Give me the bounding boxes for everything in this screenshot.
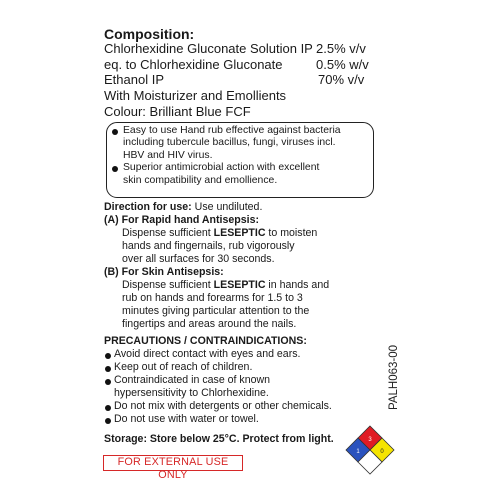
bullet-icon xyxy=(105,405,111,411)
directions-text: Use undiluted. xyxy=(191,201,263,213)
reactivity-rating: 0 xyxy=(380,449,384,455)
ingredient-value: 70% v/v xyxy=(318,72,365,87)
instruction-text: Dispense sufficient xyxy=(122,227,214,239)
brand-name: LESEPTIC xyxy=(213,279,266,291)
health-rating: 1 xyxy=(356,449,360,455)
bullet-icon xyxy=(112,166,118,172)
bullet-icon xyxy=(105,379,111,385)
hazard-diamond-icon xyxy=(344,424,396,476)
skin-instruction-line: fingertips and areas around the nails. xyxy=(122,318,297,330)
bullet-icon xyxy=(105,353,111,359)
rapid-instruction-line: over all surfaces for 30 seconds. xyxy=(122,253,275,265)
ingredient-value: 0.5% w/v xyxy=(316,56,369,72)
instruction-text: in hands and xyxy=(265,279,330,291)
directions-label: Direction for use: xyxy=(104,201,192,213)
precautions-heading: PRECAUTIONS / CONTRAINDICATIONS: xyxy=(104,335,307,347)
instruction-text: to moisten xyxy=(265,227,318,239)
benefit-line: Superior antimicrobial action with excellent xyxy=(123,162,320,174)
skin-antisepsis-heading: (B) For Skin Antisepsis: xyxy=(104,266,224,278)
external-use-label: FOR EXTERNAL USE ONLY xyxy=(103,455,243,471)
directions-line xyxy=(104,201,262,214)
rapid-instruction-line xyxy=(122,227,317,240)
precaution-item: Contraindicated in case of known xyxy=(114,374,271,386)
rapid-antisepsis-heading: (A) For Rapid hand Antisepsis: xyxy=(104,214,259,226)
brand-name: LESEPTIC xyxy=(213,227,266,239)
ingredient-label: Ethanol IP xyxy=(104,72,164,87)
ingredient-label: eq. to Chlorhexidine Gluconate xyxy=(104,56,283,72)
precaution-item-continued: hypersensitivity to Chlorhexidine. xyxy=(114,387,269,399)
ingredient-label: Chlorhexidine Gluconate Solution IP xyxy=(104,41,313,56)
composition-row xyxy=(104,72,164,88)
composition-heading: Composition: xyxy=(104,26,195,42)
bullet-icon xyxy=(105,366,111,372)
benefit-line: including tubercule bacillus, fungi, viruses incl. xyxy=(123,137,336,149)
composition-row xyxy=(104,41,313,57)
precaution-item: Do not mix with detergents or other chemicals. xyxy=(114,400,332,412)
precaution-item: Avoid direct contact with eyes and ears. xyxy=(114,348,301,360)
skin-instruction-line xyxy=(122,279,329,292)
skin-instruction-line: rub on hands and forearms for 1.5 to 3 xyxy=(122,292,303,304)
precaution-item: Keep out of reach of children. xyxy=(114,361,253,373)
instruction-text: Dispense sufficient xyxy=(122,279,214,291)
benefit-line: HBV and HIV virus. xyxy=(123,149,213,161)
benefit-line: Easy to use Hand rub effective against bacteria xyxy=(123,125,341,136)
composition-note: With Moisturizer and Emollients xyxy=(104,88,287,103)
bullet-icon xyxy=(105,418,111,424)
skin-instruction-line: minutes giving particular attention to the xyxy=(122,305,310,317)
bullet-icon xyxy=(112,129,118,135)
ingredient-value: 2.5% v/v xyxy=(316,41,366,56)
benefits-box xyxy=(106,122,374,198)
composition-note: Colour: Brilliant Blue FCF xyxy=(104,103,251,119)
composition-row xyxy=(104,57,283,73)
flammability-rating: 3 xyxy=(368,437,372,443)
product-code: PALH063-00 xyxy=(388,345,400,410)
composition-table xyxy=(104,41,374,89)
benefit-line: skin compatibility and emollience. xyxy=(123,174,278,186)
rapid-instruction-line: hands and fingernails, rub vigorously xyxy=(122,240,295,252)
precaution-item: Do not use with water or towel. xyxy=(114,413,259,425)
storage-instruction: Storage: Store below 25°C. Protect from light. xyxy=(104,433,334,445)
